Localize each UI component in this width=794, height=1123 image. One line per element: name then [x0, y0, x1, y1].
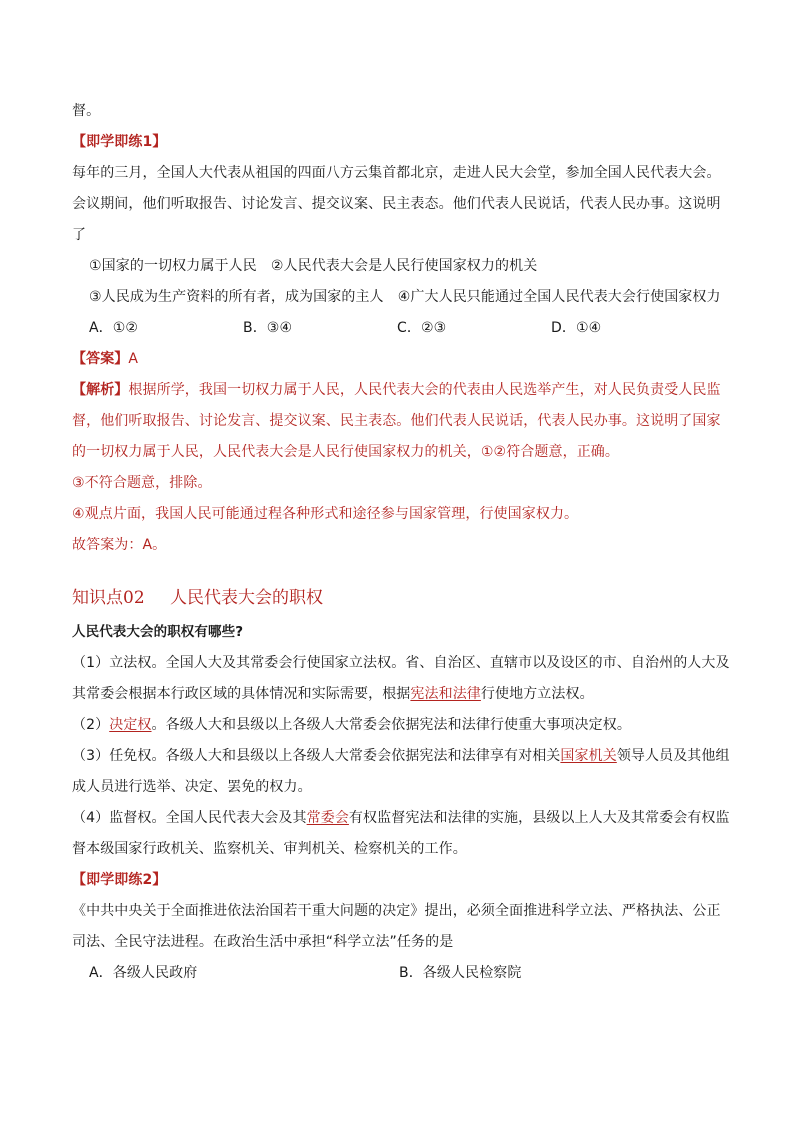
analysis-label: 【解析】: [72, 382, 129, 398]
option-b: B．③④: [243, 320, 293, 336]
section-number: 知识点02: [72, 588, 145, 608]
document-page: [72, 96, 730, 989]
analysis-line5: ④观点片面，我国人民可能通过程各种形式和途径参与国家管理，行使国家权力。: [72, 506, 579, 522]
link-constitution-law[interactable]: 宪法和法律: [410, 686, 481, 702]
para2-prefix: （2）: [72, 717, 110, 733]
section-heading: [72, 581, 722, 615]
option-d: D．①④: [551, 320, 602, 336]
practice1-statements-2: ③人民成为生产资料的所有者，成为国家的主人 ④广大人民只能通过全国人民代表大会行使国家权力: [89, 289, 721, 305]
para4-line1: [72, 803, 730, 834]
practice1-options: [72, 313, 722, 344]
answer-label: 【答案】: [72, 351, 129, 367]
answer-value: A: [128, 351, 139, 367]
para3-text: （3）任免权。各级人大和县级以上各级人大常委会依据宪法和法律享有对相关: [72, 748, 561, 764]
section-title: 人民代表大会的职权: [170, 588, 323, 608]
practice2-options: [72, 958, 722, 989]
option-a: A．各级人民政府: [89, 965, 198, 981]
para4-line2: 督本级国家行政机关、监察机关、审判机关、检察机关的工作。: [72, 841, 467, 857]
practice1-stem-line2: 会议期间，他们听取报告、讨论发言、提交议案、民主表态。他们代表人民说话，代表人民办事。这说明: [72, 196, 721, 212]
practice1-answer: [72, 344, 722, 375]
para1-line1: （1）立法权。全国人大及其常委会行使国家立法权。省、自治区、直辖市以及设区的市、自治州的人大及: [72, 655, 730, 671]
para3-text-end: 领导人员及其他组: [616, 748, 730, 764]
option-c: C．②③: [397, 320, 447, 336]
conclusion: 故答案为：A。: [72, 537, 167, 553]
practice1-stem-line1: 每年的三月，全国人大代表从祖国的四面八方云集首都北京，走进人民大会堂，参加全国人民代表大会。: [72, 165, 721, 181]
para3-line2: 成人员进行选举、决定、罢免的权力。: [72, 779, 312, 795]
option-a: A．①②: [89, 320, 139, 336]
section-question: 人民代表大会的职权有哪些?: [72, 624, 244, 640]
option-b: B．各级人民检察院: [399, 965, 522, 981]
analysis-line4: ③不符合题意，排除。: [72, 475, 212, 491]
analysis-line1: [72, 375, 722, 406]
para4-text-end: 有权监督宪法和法律的实施，县级以上人大及其常委会有权监: [348, 810, 730, 826]
link-decision-power[interactable]: 决定权: [109, 717, 152, 733]
para1-line2: [72, 679, 722, 710]
link-state-organs[interactable]: 国家机关: [560, 748, 617, 764]
practice2-stem-line1: 《中共中央关于全面推进依法治国若干重大问题的决定》提出，必须全面推进科学立法、严格执法、公正: [72, 903, 721, 919]
para1-text-end: 行使地方立法权。: [480, 686, 594, 702]
para4-text: （4）监督权。全国人民代表大会及其: [72, 810, 307, 826]
practice1-stem-line3: 了: [72, 227, 87, 243]
practice2-stem-line2: 司法、全民守法进程。在政治生活中承担“科学立法”任务的是: [72, 934, 454, 950]
practice2-label: 【即学即练2】: [72, 872, 167, 888]
practice1-statements-1: ①国家的一切权力属于人民 ②人民代表大会是人民行使国家权力的机关: [89, 258, 538, 274]
para2-text: 。各级人大和县级以上各级人大常委会依据宪法和法律行使重大事项决定权。: [151, 717, 631, 733]
link-standing-committee[interactable]: 常委会: [306, 810, 349, 826]
analysis-line2: 督，他们听取报告、讨论发言、提交议案、民主表态。他们代表人民说话，代表人民办事。这说明了国家: [72, 413, 721, 429]
analysis-line3: 的一切权力属于人民，人民代表大会是人民行使国家权力的机关，①②符合题意，正确。: [72, 444, 619, 460]
intro-tail: 督。: [72, 103, 101, 119]
analysis-text1: 根据所学，我国一切权力属于人民，人民代表大会的代表由人民选举产生，对人民负责受人民监: [128, 382, 721, 398]
para1-text: 其常委会根据本行政区域的具体情况和实际需要，根据: [72, 686, 411, 702]
para2-line1: [72, 710, 722, 741]
para3-line1: [72, 741, 730, 772]
practice1-label: 【即学即练1】: [72, 134, 167, 150]
